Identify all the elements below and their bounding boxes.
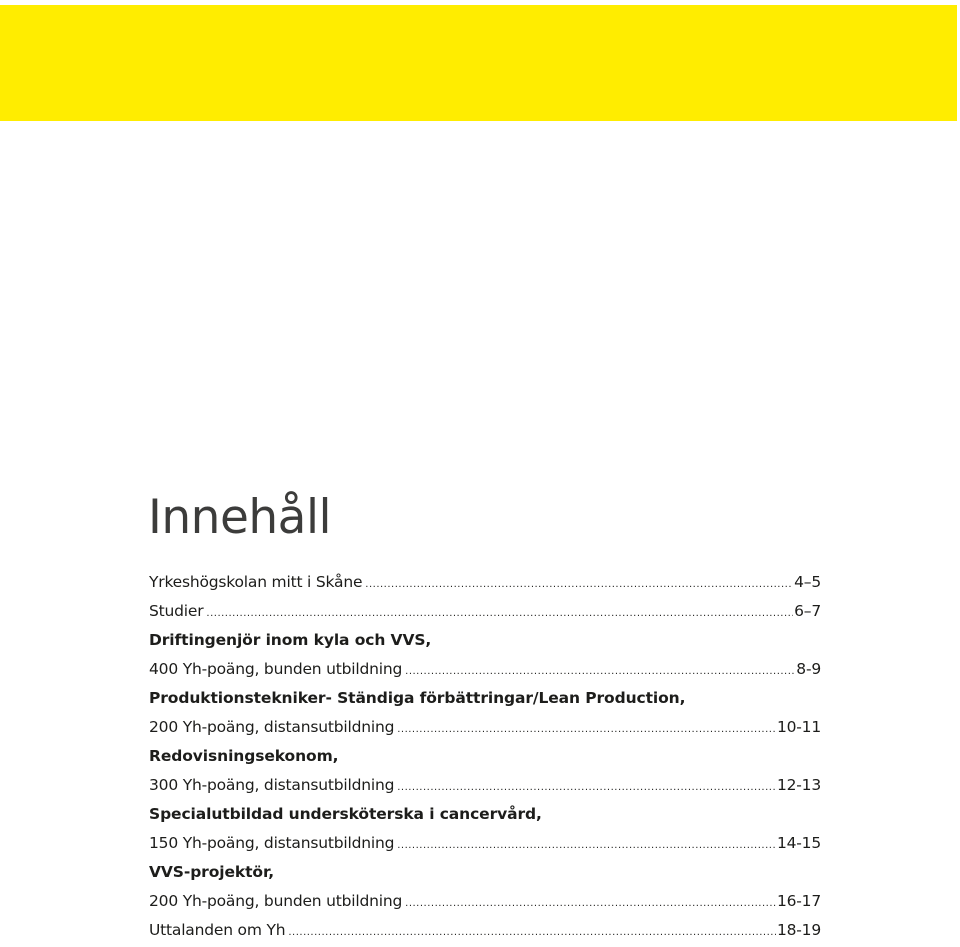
toc-heading: [149, 684, 821, 713]
toc-entry-page: 12-13: [776, 776, 821, 794]
dot-leader: [397, 715, 776, 744]
toc-entry-label: Yrkeshögskolan mitt i Skåne: [149, 573, 363, 591]
toc-entry-page: 8-9: [796, 660, 821, 678]
toc-entry-label: 400 Yh-poäng, bunden utbildning: [149, 660, 403, 678]
dot-leader: [405, 889, 776, 918]
toc-entry[interactable]: [149, 655, 821, 684]
toc-entry-page: 6–7: [794, 602, 821, 620]
toc-entry[interactable]: [149, 568, 821, 597]
toc-entry-page: 14-15: [776, 834, 821, 852]
toc-heading-label: Driftingenjör inom kyla och VVS,: [149, 631, 432, 649]
dot-leader: [397, 831, 776, 860]
toc-heading-label: Redovisningsekonom,: [149, 747, 339, 765]
toc-heading-label: VVS-projektör,: [149, 863, 275, 881]
toc-entry[interactable]: [149, 597, 821, 626]
toc-entry[interactable]: [149, 713, 821, 742]
toc-heading-label: Produktionstekniker- Ständiga förbättringar/Lean Production,: [149, 689, 686, 707]
toc-heading: [149, 800, 821, 829]
toc-heading: [149, 626, 821, 655]
dot-leader: [206, 599, 793, 628]
toc-entry-page: 18-19: [776, 921, 821, 939]
toc-entry[interactable]: [149, 829, 821, 858]
toc-heading-label: Specialutbildad undersköterska i cancervård,: [149, 805, 542, 823]
toc-heading: [149, 858, 821, 887]
toc-entry-page: 16-17: [776, 892, 821, 910]
table-of-contents: [149, 568, 821, 945]
toc-entry[interactable]: [149, 771, 821, 800]
toc-entry[interactable]: [149, 887, 821, 916]
dot-leader: [405, 657, 795, 686]
toc-entry-page: 10-11: [776, 718, 821, 736]
toc-entry-label: 300 Yh-poäng, distansutbildning: [149, 776, 395, 794]
dot-leader: [365, 570, 793, 599]
toc-entry-label: 200 Yh-poäng, bunden utbildning: [149, 892, 403, 910]
dot-leader: [288, 918, 776, 947]
toc-entry-label: 150 Yh-poäng, distansutbildning: [149, 834, 395, 852]
dot-leader: [397, 773, 776, 802]
toc-entry-label: 200 Yh-poäng, distansutbildning: [149, 718, 395, 736]
yellow-banner: [0, 5, 957, 121]
toc-entry-page: 4–5: [794, 573, 821, 591]
toc-heading: [149, 742, 821, 771]
page-title: Innehåll: [148, 490, 332, 545]
toc-entry-label: Studier: [149, 602, 204, 620]
toc-entry-label: Uttalanden om Yh: [149, 921, 286, 939]
